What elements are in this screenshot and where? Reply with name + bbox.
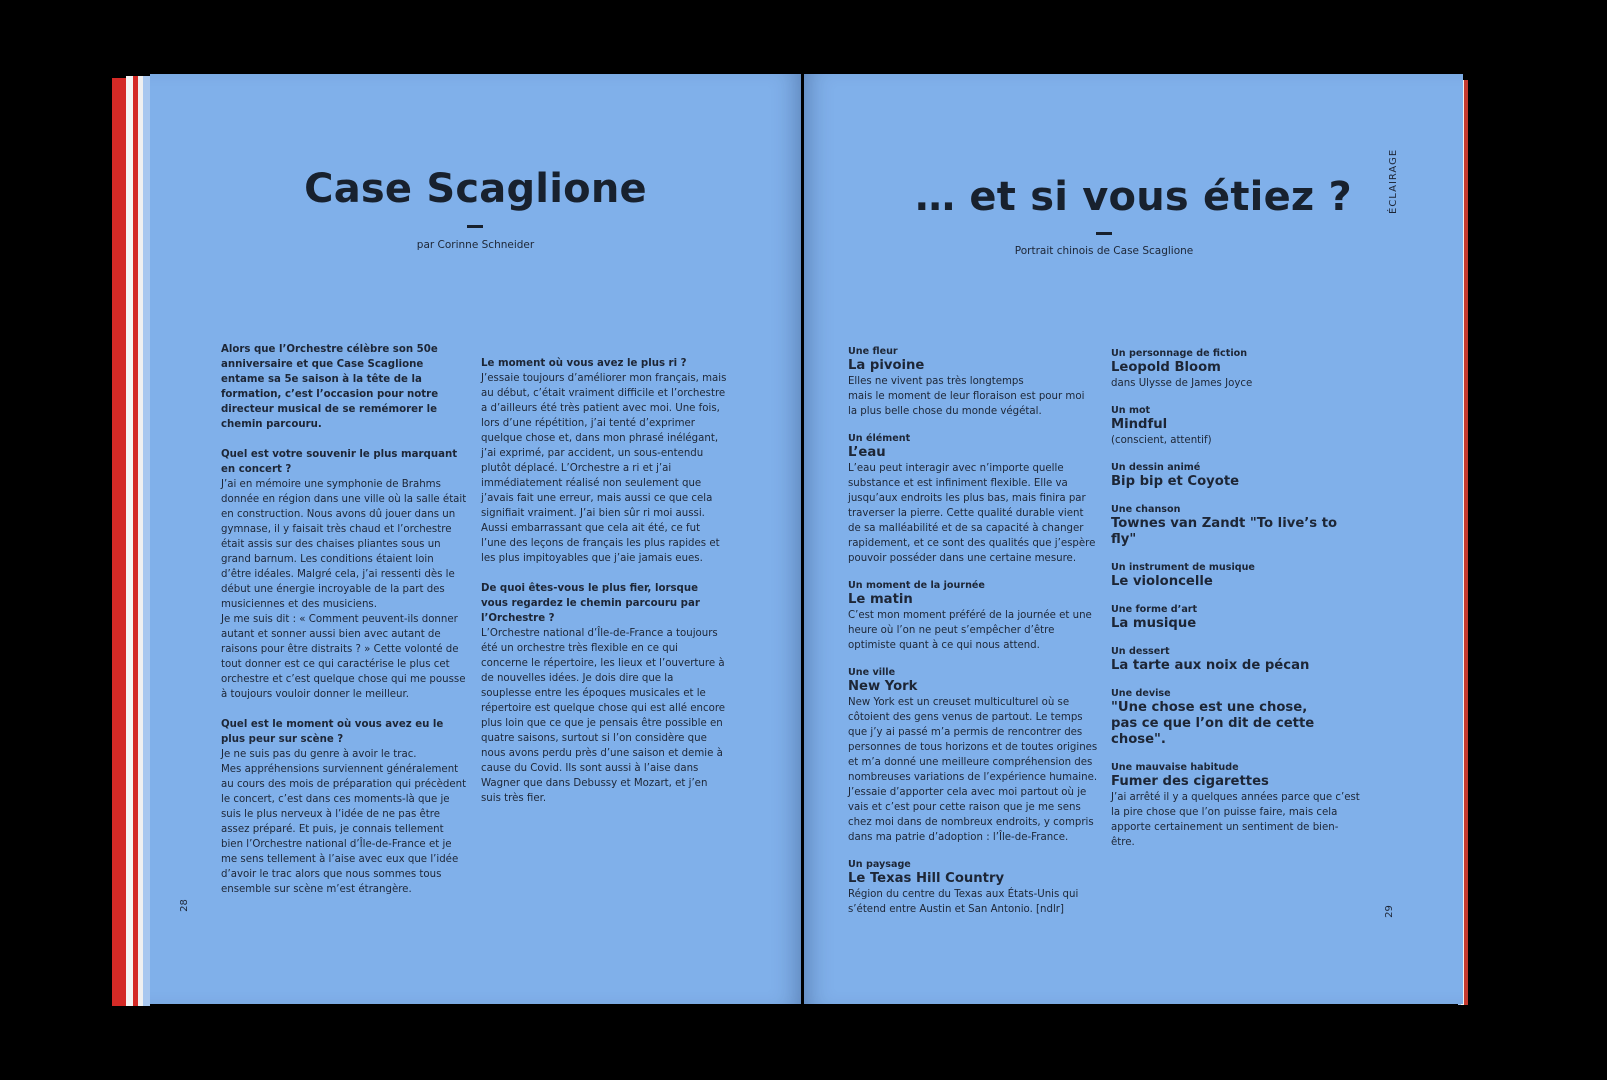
item-label: Une ville [848, 667, 896, 678]
question: Quel est le moment où vous avez eu le plus peur sur scène ? [221, 719, 444, 745]
question: Le moment où vous avez le plus ri ? [481, 358, 687, 369]
title-dash [1096, 232, 1112, 235]
item-description: (conscient, attentif) [1111, 435, 1212, 446]
section-tag: ÉCLAIRAGE [1388, 148, 1399, 214]
item-label: Un mot [1111, 405, 1151, 416]
portrait-item [848, 580, 1098, 653]
portrait-item [1111, 462, 1361, 490]
item-label: Un dessert [1111, 646, 1170, 657]
intro-paragraph: Alors que l’Orchestre célèbre son 50e anniversaire et que Case Scaglione entame sa 5e saison à la tête de la formation, c’est l’occasion pour notre directeur musical de se remémorer le chemin parcouru. [221, 344, 439, 430]
byline: par Corinne Schneider [416, 239, 535, 251]
item-answer: L’eau [848, 445, 886, 460]
portrait-item [848, 346, 1098, 419]
qa-block [481, 356, 727, 566]
qa-block [221, 447, 467, 702]
item-description: Elles ne vivent pas très longtemps mais le moment de leur floraison est pour moi la plus belle chose du monde végétal. [848, 376, 1085, 417]
portrait-item [1111, 762, 1361, 850]
question: Quel est votre souvenir le plus marquant en concert ? [221, 449, 458, 475]
page-number: 29 [1383, 905, 1395, 918]
portrait-column-2 [1111, 348, 1361, 864]
page-title: … et si vous étiez ? [915, 174, 1352, 220]
item-label: Un dessin animé [1111, 462, 1201, 473]
page-title: Case Scaglione [304, 166, 647, 212]
answer: J’ai en mémoire une symphonie de Brahms donnée en région dans une ville où la salle était en construction. Nous avons dû jouer dans un gymnase, il y faisait très chaud et l’orchestre était assis sur des chaises pliantes sous un grand barnum. Les conditions étaient loin d’être idéales. Malgré cela, j’ai ressenti dès le début une énergie incroyable de la part des musiciennes et des musiciens. Je me suis dit : « Comment peuvent-ils donner autant et sonner aussi bien avec autant de raisons pour être distraits ? » Cette volonté de tout donner est ce qui caractérise le plus cet orchestre et c’est quelque chose qui me pousse à toujours vouloir donner le meilleur. [221, 479, 467, 700]
item-label: Un paysage [848, 859, 911, 870]
interview-column-2 [481, 356, 727, 821]
right-page [804, 74, 1463, 1004]
item-description: Région du centre du Texas aux États-Unis qui s’étend entre Austin et San Antonio. [ndlr] [848, 889, 1079, 915]
portrait-item [848, 859, 1098, 917]
item-answer: Le matin [848, 592, 913, 607]
item-answer: "Une chose est une chose, pas ce que l’on dit de cette chose". [1111, 700, 1315, 747]
interview-column-1 [221, 342, 467, 912]
item-answer: Le Texas Hill Country [848, 871, 1005, 886]
qa-block [221, 717, 467, 897]
item-answer: Le violoncelle [1111, 574, 1213, 589]
item-description: J’ai arrêté il y a quelques années parce que c’est la pire chose que l’on puisse faire, mais cela apporte certainement un sentiment de bien-être. [1111, 792, 1360, 848]
item-answer: Bip bip et Coyote [1111, 474, 1240, 489]
item-description: L’eau peut interagir avec n’importe quelle substance et est infiniment flexible. Elle va jusqu’aux endroits les plus bas, mais finira par traverser la pierre. Cette qualité durable vient de sa malléabilité et de sa capacité à changer rapidement, et ce sont des qualités que j’espère pouvoir posséder dans une certaine mesure. [848, 463, 1096, 564]
answer: J’essaie toujours d’améliorer mon français, mais au début, c’était vraiment difficile et l’orchestre a d’ailleurs été très patient avec moi. Une fois, lors d’une répétition, j’ai tenté d’exprimer quelque chose et, dans mon phrasé inélégant, j’ai exprimé, par accident, un sous-entendu plutôt déplacé. L’Orchestre a ri et j’ai immédiatement réalisé non seulement que j’avais fait une erreur, mais aussi ce que cela signifiait vraiment. J’ai bien sûr ri moi aussi. Aussi embarrassant que cela ait été, ce fut l’une des leçons de français les plus rapides et les plus impitoyables que j’aie jamais eues. [481, 373, 727, 564]
portrait-item [848, 433, 1098, 566]
item-answer: Leopold Bloom [1111, 360, 1221, 375]
answer: L’Orchestre national d’Île-de-France a toujours été un orchestre très flexible en ce qui concerne le répertoire, les lieux et l’ouverture à de nouvelles idées. Je dois dire que la souplesse entre les époques musicales et le répertoire est quelque chose qui est allé encore plus loin que ce que je pensais être possible en quatre saisons, surtout si l’on considère que nous avons perdu près d’une saison et demie à cause du Covid. Ils sont aussi à l’aise dans Wagner que dans Debussy et Mozart, et j’en suis très fier. [481, 628, 726, 804]
byline: Portrait chinois de Case Scaglione [1014, 245, 1194, 257]
item-label: Une devise [1111, 688, 1171, 699]
item-answer: Townes van Zandt "To live’s to fly" [1111, 516, 1338, 547]
item-label: Une chanson [1111, 504, 1181, 515]
portrait-item [1111, 604, 1361, 632]
portrait-item [1111, 562, 1361, 590]
title-dash [467, 225, 483, 228]
portrait-item [1111, 646, 1361, 674]
item-description: dans Ulysse de James Joyce [1111, 378, 1253, 389]
portrait-column-1 [848, 346, 1098, 931]
item-label: Un instrument de musique [1111, 562, 1255, 573]
item-answer: La pivoine [848, 358, 925, 373]
left-page [150, 74, 801, 1004]
answer: Je ne suis pas du genre à avoir le trac. Mes appréhensions surviennent généralement au cours des mois de préparation qui précèdent le concert, c’est dans ces moments-là que je suis le plus nerveux à l’idée de ne pas être assez préparé. Et puis, je connais tellement bien l’Orchestre national d’Île-de-France et je me sens tellement à l’aise avec eux que l’idée d’avoir le trac alors que nous sommes tous ensemble sur scène m’est étrangère. [221, 749, 467, 895]
item-answer: New York [848, 679, 918, 694]
page-stack-edge [126, 76, 150, 1006]
item-label: Une mauvaise habitude [1111, 762, 1239, 773]
item-answer: Fumer des cigarettes [1111, 774, 1269, 789]
page-number: 28 [178, 899, 190, 912]
item-label: Une forme d’art [1111, 604, 1198, 615]
portrait-item [1111, 504, 1361, 548]
portrait-item [848, 667, 1098, 845]
qa-block [481, 581, 727, 806]
item-description: New York est un creuset multiculturel où se côtoient des gens venus de partout. Le temps que j’y ai passé m’a permis de rencontrer des personnes de tous horizons et de toutes origines et m’a donné une meilleure compréhension des nombreuses variations de l’expérience humaine. J’essaie d’apporter cela avec moi partout où je vais et c’est pour cette raison que je me sens chez moi dans de nombreux endroits, y compris dans ma patrie d’adoption : l’Île-de-France. [848, 697, 1098, 843]
item-answer: La tarte aux noix de pécan [1111, 658, 1310, 673]
item-label: Une fleur [848, 346, 898, 357]
item-answer: La musique [1111, 616, 1197, 631]
item-label: Un élément [848, 433, 911, 444]
item-answer: Mindful [1111, 417, 1168, 432]
portrait-item [1111, 348, 1361, 391]
item-description: C’est mon moment préféré de la journée et une heure où l’on ne peut s’empêcher d’être optimiste quant à ce qui nous attend. [848, 610, 1092, 651]
portrait-item [1111, 688, 1361, 748]
item-label: Un personnage de fiction [1111, 348, 1248, 359]
question: De quoi êtes-vous le plus fier, lorsque vous regardez le chemin parcouru par l’Orchestre ? [481, 583, 700, 624]
item-label: Un moment de la journée [848, 580, 985, 591]
portrait-item [1111, 405, 1361, 448]
